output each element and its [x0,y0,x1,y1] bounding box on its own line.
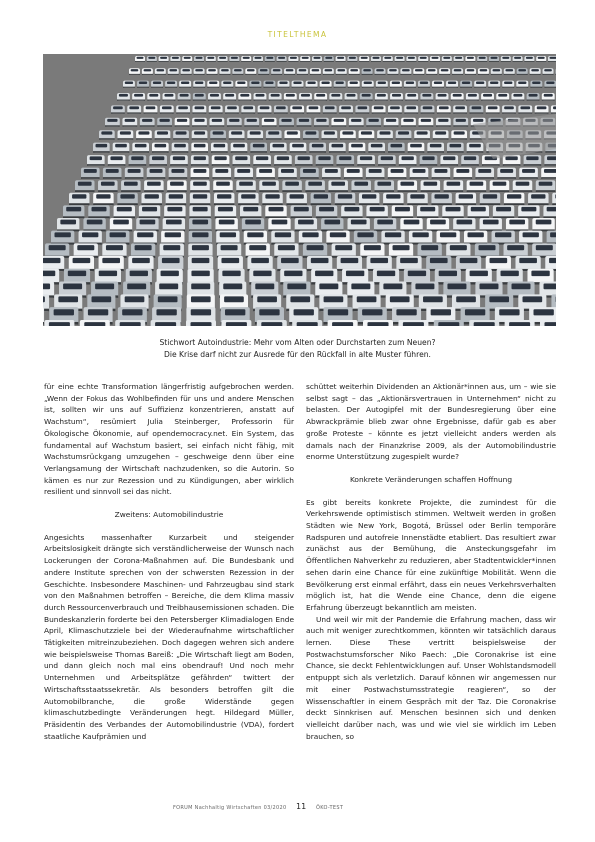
footer-source: FORUM Nachhaltig Wirtschaften 03/2020 [173,805,287,811]
right-column [306,381,556,742]
section-label: TITELTHEMA [267,30,328,39]
left-paragraph-1: für eine echte Transformation längerfristig aufgebrochen werden. „Wenn der Fokus das Wohlbefinden für uns und andere Menschen ist, sollten wir uns auf Suffizienz konzentrieren, anstatt auf Wachstum“, resümiert Julia Steinberger, Professorin für Ökologische Ökonomie, auf opendemocracy.net. Ein System, das fundamental auf Wachstum basiert, sei einfach nicht fähig, mit Wachstumsrückgang umzugehen – geschweige denn über eine Verlangsamung der Wirtschaft nachzudenken, so die Autorin. So kämen es nur zur Rezession und zu Kündigungen, aber wirklich resilient und sinnvoll sei das nicht. [44,382,294,497]
left-column [44,381,294,742]
footer-magazine: ÖKO-TEST [316,805,344,811]
photo-parking-lot [43,54,556,326]
right-paragraph-1: schüttet weiterhin Dividenden an Aktionär*innen aus, um – wie sie selbst sagt – das „Aktionärsvertrauen in Unternehmen“ nicht zu belasten. Der Autogipfel mit der Bundesregierung über eine Abwrackprämie blieb zwar ohne Ergebnisse, dafür gab es aber große Proteste – könnte es jetzt vielleicht anders werden als damals nach der Finanzkrise 2009, als der Automobilindustrie enorme Unterstützung zugespielt wurde? [306,382,556,462]
right-paragraph-3: Und weil wir mit der Pandemie die Erfahrung machen, dass wir auch mit weniger zurechtkommen, könnten wir tatsächlich daraus lernen. Diese These vertritt beispielsweise der Postwachstumsforscher Niko Paech: „Die Coronakrise ist eine Chance, sie deckt Fehlentwicklungen auf. Unser Wohlstandsmodell entpuppt sich als verletzlich. Darauf können wir angemessen nur mit einer Postwachstumsstrategie reagieren“, so der Wissenschaftler in einem Gespräch mit der Taz. Die Coronakrise deckt Sinnkrisen auf. Menschen besinnen sich und denken vielleicht darüber nach, was und wie viel sie wirklich im Leben brauchen, so [306,614,556,741]
page-number: 11 [296,802,307,811]
left-subheading: Zweitens: Automobilindustrie [114,510,224,520]
right-subheading: Konkrete Veränderungen schaffen Hoffnung [349,474,513,484]
caption-line-2: Die Krise darf nicht zur Ausrede für den Rückfall in alte Muster führen. [164,350,431,359]
caption-line-1: Stichwort Autoindustrie: Mehr vom Alten oder Durchstarten zum Neuen? [159,338,436,347]
left-paragraph-2: Angesichts massenhafter Kurzarbeit und steigender Arbeitslosigkeit drängte sich verständlicherweise der Wunsch nach Lockerungen der Corona-Maßnahmen auf. Die Bundesbank und andere Institute sprechen von der schwersten Rezession in der Geschichte. Insbesondere Maschinen- und Fahrzeugbau sind stark von den Maßnahmen betroffen – Bereiche, die dem Klima massiv durch Ressourcenverbrauch und Treibhausemissionen schaden. Die Bundeskanzlerin forderte bei den Petersberger Klimadialogen Ende April, Klimaschutzziele bei der Wiederaufnahme wirtschaftlicher Tätigkeiten mitreinzubeziehen. Doch dagegen wehren sich andere wie beispielsweise Thomas Bareiß: „Die Wirtschaft liegt am Boden, und dann gleich noch mal eins obendrauf! Und noch mehr Unternehmen und Arbeitsplätze gefährden“ twittert der Wirtschaftsstaatssekretär. Als besonders betroffen gilt die Automobilbranche, die große Widerstände gegen klimaschutzbedingte Veränderungen hegt. Hildegard Müller, Präsidentin des Verbandes der Automobilindustrie (VDA), fordert staatliche Kaufprämien und [44,532,294,741]
right-paragraph-2: Es gibt bereits konkrete Projekte, die zumindest für die Verkehrswende optimistisch stimmen. Weltweit werden in großen Städten wie New York, Bogotá, Brüssel oder Berlin temporäre Radspuren und autofreie Innenstädte etabliert. Das resultiert zwar zunächst aus der Bemühung, die Ansteckungsgefahr im Öffentlichen Nahverkehr zu reduzieren, aber Stadtentwickler*innen sehen darin eine Chance für eine zukünftige Mobilität. Wenn die Bevölkerung erst einmal erfährt, dass ein neues Verkehrsverhalten möglich ist, hat die Wende eine Chance, denn die eigene Erfahrung überzeugt bekanntlich am meisten. [306,497,556,612]
car-lot-image [43,54,556,326]
photo-caption [0,337,595,361]
